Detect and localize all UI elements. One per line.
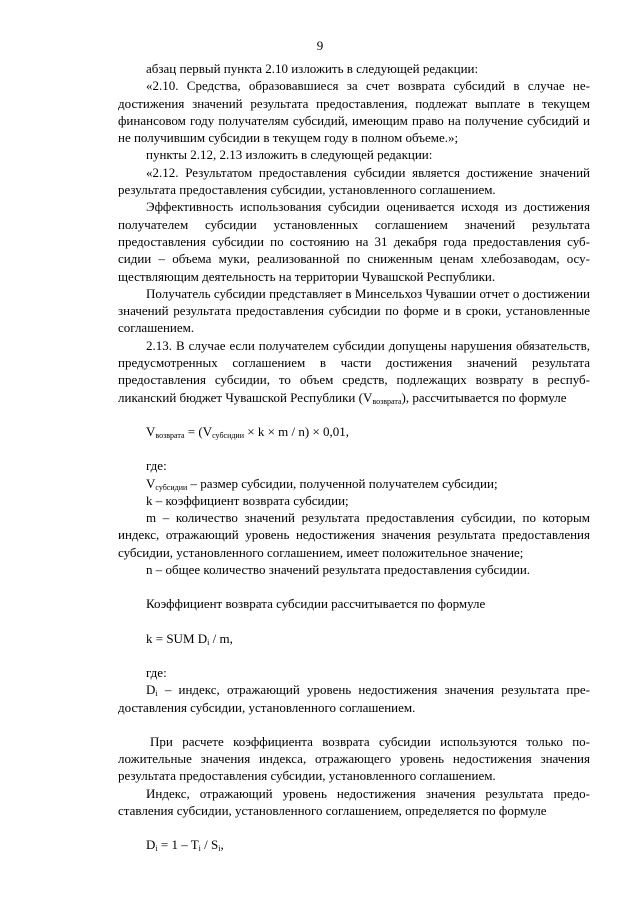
paragraph: Эффективность использования субсидии оценивается исходя из достижения получателем субсидии установленных соглашением значений результата предоставления субсидии по состоянию на 31 декабря года предоставления субсидии – объема муки, реализованной по сниженным ценам хлебозаводам, осуществляющим деятельность на территории Чувашской Республики.	[118, 199, 590, 284]
formula-part: D	[146, 837, 156, 853]
document-body	[118, 60, 590, 854]
formula-part: / m,	[209, 630, 233, 646]
paragraph-text: ), рассчитывается по формуле	[401, 389, 567, 405]
definition-m: m – количество значений результата предоставления субсидии, по которым индекс, отражающий уровень недостижения значения результата предоставления субсидии, установленного соглашением, имеет положительное значение;	[118, 510, 590, 560]
formula-d	[118, 836, 590, 853]
subscript: i	[155, 689, 158, 699]
subscript: i	[155, 844, 158, 854]
subscript: возврата	[372, 396, 402, 406]
formula-part: / S	[200, 837, 219, 853]
symbol: V	[146, 475, 156, 491]
formula-part: × k × m / n) × 0,01,	[243, 423, 350, 439]
subscript: субсидии	[155, 482, 188, 492]
paragraph: «2.10. Средства, образовавшиеся за счет возврата субсидий в случае недостижения значений результата предоставления, подлежат выплате в текущем финансовом году получателям субсидий, имеющим право на получение субсидий и не получившим субсидии в текущем году в полном объеме.»;	[118, 78, 590, 146]
formula-part: ,	[220, 837, 224, 853]
paragraph: «2.12. Результатом предоставления субсидии является достижение значений результата предоставления субсидии, установленного соглашением.	[118, 164, 590, 198]
subscript: i	[207, 637, 210, 647]
definition-text: – размер субсидии, полученной получателем субсидии;	[187, 475, 498, 491]
paragraph: абзац первый пункта 2.10 изложить в следующей редакции:	[146, 61, 479, 76]
subscript: i	[218, 844, 221, 854]
paragraph: пункты 2.12, 2.13 изложить в следующей редакции:	[146, 147, 433, 163]
subscript: i	[198, 844, 201, 854]
subscript: возврата	[155, 430, 185, 440]
page-number: 9	[316, 38, 324, 53]
symbol: D	[146, 682, 156, 698]
definition-k: k – коэффициент возврата субсидии;	[146, 492, 349, 508]
paragraph: При расчете коэффициента возврата субсидии используются только положительные значения индекса, отражающего уровень недостижения значения результата предоставления субсидии, установленного соглашением.	[118, 733, 590, 784]
formula-part: V	[146, 423, 156, 439]
definition-d	[118, 681, 590, 716]
definition-text: – индекс, отражающий уровень недостижения значения результата предоставления субсидии, установленного соглашением.	[118, 682, 590, 715]
where-label: где:	[146, 458, 167, 474]
formula-k	[118, 630, 590, 647]
formula-v-return	[118, 423, 590, 440]
paragraph: Индекс, отражающий уровень недостижения значения результата предоставления субсидии, установленного соглашением, определяется по формуле	[118, 785, 590, 818]
paragraph: Получатель субсидии представляет в Минсельхоз Чувашии отчет о достижении значений результата предоставления субсидии по форме и в сроки, установленные соглашением.	[118, 285, 590, 336]
formula-part: k = SUM D	[146, 630, 208, 646]
definition-n: n – общее количество значений результата предоставления субсидии.	[146, 562, 531, 578]
formula-part: = (V	[184, 423, 213, 439]
coef-intro: Коэффициент возврата субсидии рассчитывается по формуле	[146, 596, 486, 612]
subscript: субсидии	[212, 430, 244, 440]
paragraph	[118, 337, 590, 406]
formula-part: = 1 – T	[157, 837, 199, 853]
definition-v	[118, 475, 590, 492]
paragraph-text: 2.13. В случае если получателем субсидии допущены нарушения обязательств, предусмотренных соглашением в части достижения значений результата предоставления субсидии, то объем средств, подлежащих возврату в республиканский бюджет Чувашской Республики (V	[118, 337, 590, 405]
where-label: где:	[146, 664, 167, 680]
